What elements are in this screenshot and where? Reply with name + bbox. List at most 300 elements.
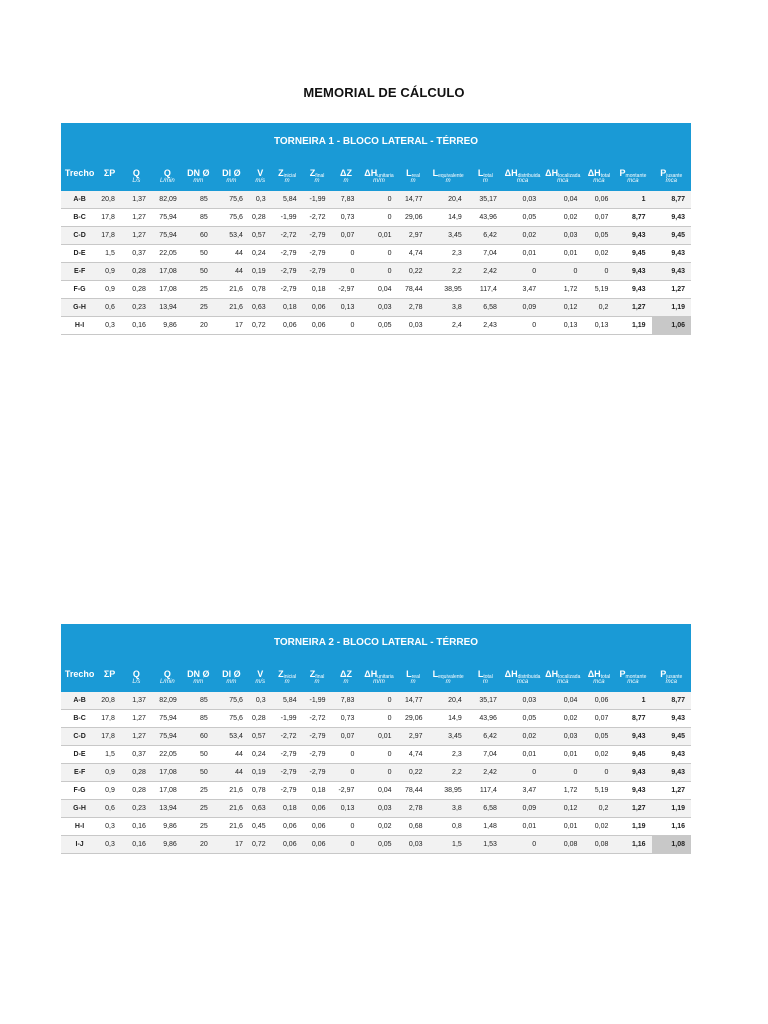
- column-header-label: P: [619, 168, 626, 178]
- value-cell: -2,79: [272, 281, 303, 299]
- value-cell: 0,03: [503, 692, 542, 710]
- column-header: [398, 160, 429, 178]
- value-cell: 0,09: [503, 299, 542, 317]
- value-cell: 7,83: [332, 191, 361, 209]
- value-cell: 0,8: [429, 818, 468, 836]
- value-cell: 0,06: [303, 299, 332, 317]
- value-cell: 0,3: [249, 692, 272, 710]
- trecho-cell: E-F: [61, 263, 98, 281]
- value-cell: 0,06: [303, 836, 332, 854]
- column-header-subscript: total: [600, 674, 611, 680]
- table-row: [61, 263, 691, 281]
- value-cell: 0,13: [583, 317, 614, 335]
- value-cell: 0,02: [360, 818, 397, 836]
- value-cell: 9,43: [652, 764, 691, 782]
- value-cell: 2,42: [468, 764, 503, 782]
- value-cell: 1,19: [614, 317, 651, 335]
- value-cell: 0,9: [98, 263, 121, 281]
- calc-table-grid: [61, 160, 691, 335]
- column-header-label: ΔZ: [339, 669, 352, 679]
- value-cell: 0,03: [398, 836, 429, 854]
- column-unit: mca: [583, 679, 614, 692]
- column-header: [152, 160, 183, 178]
- value-cell: 9,43: [614, 281, 651, 299]
- value-cell: 8,77: [652, 692, 691, 710]
- value-cell: 0,72: [249, 836, 272, 854]
- trecho-cell: B-C: [61, 710, 98, 728]
- value-cell: 9,43: [652, 263, 691, 281]
- column-header-subscript: jusante: [666, 674, 683, 680]
- column-unit: m: [272, 679, 303, 692]
- value-cell: 1,72: [542, 782, 583, 800]
- value-cell: 0,03: [503, 191, 542, 209]
- value-cell: 0,28: [121, 764, 152, 782]
- column-header-subscript: equivalente: [438, 173, 464, 179]
- column-header-label: L: [406, 669, 412, 679]
- value-cell: 0: [503, 836, 542, 854]
- value-cell: 0,07: [332, 227, 361, 245]
- column-header-subscript: total: [483, 674, 493, 680]
- trecho-cell: C-D: [61, 227, 98, 245]
- value-cell: 21,6: [214, 281, 249, 299]
- value-cell: 0,05: [583, 227, 614, 245]
- column-header: [183, 160, 214, 178]
- value-cell: 0,22: [398, 263, 429, 281]
- value-cell: 5,19: [583, 782, 614, 800]
- value-cell: 0,06: [272, 836, 303, 854]
- value-cell: 75,94: [152, 209, 183, 227]
- value-cell: 1,27: [614, 800, 651, 818]
- value-cell: 0,18: [272, 800, 303, 818]
- table-row: [61, 836, 691, 854]
- value-cell: 5,19: [583, 281, 614, 299]
- value-cell: 0,9: [98, 764, 121, 782]
- value-cell: 17,08: [152, 281, 183, 299]
- table-row: [61, 818, 691, 836]
- value-cell: 43,96: [468, 710, 503, 728]
- value-cell: 20: [183, 836, 214, 854]
- column-header: [583, 160, 614, 178]
- value-cell: 0,12: [542, 800, 583, 818]
- value-cell: 1,19: [652, 299, 691, 317]
- value-cell: 9,45: [614, 245, 651, 263]
- column-unit: m: [272, 178, 303, 191]
- column-header-subscript: inicial: [283, 173, 297, 179]
- value-cell: 78,44: [398, 782, 429, 800]
- column-header-subscript: localizada: [558, 674, 581, 680]
- value-cell: 0: [360, 209, 397, 227]
- value-cell: 17: [214, 836, 249, 854]
- value-cell: 0,18: [303, 782, 332, 800]
- value-cell: 0,05: [503, 710, 542, 728]
- column-header-subscript: jusante: [666, 173, 683, 179]
- value-cell: 82,09: [152, 191, 183, 209]
- column-header-label: Z: [278, 168, 284, 178]
- value-cell: 0: [332, 818, 361, 836]
- column-header-subscript: final: [315, 173, 325, 179]
- column-unit: m: [429, 178, 468, 191]
- value-cell: 0,28: [121, 782, 152, 800]
- column-header: [121, 661, 152, 679]
- value-cell: -2,79: [272, 764, 303, 782]
- value-cell: 0: [503, 317, 542, 335]
- value-cell: 0,19: [249, 263, 272, 281]
- value-cell: 3,45: [429, 728, 468, 746]
- value-cell: 25: [183, 281, 214, 299]
- value-cell: 0: [332, 263, 361, 281]
- value-cell: 0,68: [398, 818, 429, 836]
- value-cell: 5,84: [272, 191, 303, 209]
- value-cell: 0,01: [503, 818, 542, 836]
- value-cell: 3,47: [503, 782, 542, 800]
- value-cell: 44: [214, 263, 249, 281]
- trecho-cell: G-H: [61, 800, 98, 818]
- column-unit: mm: [214, 178, 249, 191]
- value-cell: 0,03: [542, 227, 583, 245]
- value-cell: 0,03: [398, 317, 429, 335]
- value-cell: 7,04: [468, 245, 503, 263]
- value-cell: 17: [214, 317, 249, 335]
- column-unit: [61, 178, 98, 191]
- value-cell: 9,43: [614, 227, 651, 245]
- value-cell: 9,43: [614, 782, 651, 800]
- column-header-subscript: montante: [625, 674, 647, 680]
- value-cell: 2,78: [398, 800, 429, 818]
- column-header-subscript: total: [600, 173, 611, 179]
- value-cell: 0,2: [583, 299, 614, 317]
- column-header-label: V: [257, 669, 264, 679]
- column-unit: mca: [583, 178, 614, 191]
- value-cell: 50: [183, 764, 214, 782]
- value-cell: 5,84: [272, 692, 303, 710]
- column-header: [214, 661, 249, 679]
- value-cell: 0,24: [249, 245, 272, 263]
- value-cell: 0,19: [249, 764, 272, 782]
- value-cell: 117,4: [468, 281, 503, 299]
- value-cell: 0,06: [272, 818, 303, 836]
- value-cell: 75,6: [214, 710, 249, 728]
- column-header-label: DI Ø: [222, 669, 241, 679]
- value-cell: 0,02: [583, 245, 614, 263]
- value-cell: 9,86: [152, 836, 183, 854]
- column-unit: [98, 679, 121, 692]
- value-cell: 1: [614, 692, 651, 710]
- column-header-label: ΔH: [504, 168, 518, 178]
- value-cell: 9,43: [652, 209, 691, 227]
- value-cell: 0,07: [332, 728, 361, 746]
- column-unit: mca: [503, 679, 542, 692]
- column-unit: mca: [614, 178, 651, 191]
- column-header: [429, 160, 468, 178]
- value-cell: 85: [183, 191, 214, 209]
- value-cell: 0,3: [98, 836, 121, 854]
- column-header-subscript: unitaria: [377, 674, 394, 680]
- table-title: TORNEIRA 2 - BLOCO LATERAL - TÉRREO: [61, 624, 691, 661]
- column-header: [98, 160, 121, 178]
- value-cell: 0,45: [249, 818, 272, 836]
- value-cell: 75,94: [152, 710, 183, 728]
- value-cell: -2,97: [332, 281, 361, 299]
- value-cell: 0,73: [332, 710, 361, 728]
- column-header-subscript: final: [315, 674, 325, 680]
- value-cell: 75,6: [214, 692, 249, 710]
- table-row: [61, 782, 691, 800]
- column-header: [61, 160, 98, 178]
- value-cell: 9,43: [614, 728, 651, 746]
- value-cell: 38,95: [429, 281, 468, 299]
- value-cell: 0,57: [249, 227, 272, 245]
- trecho-cell: F-G: [61, 782, 98, 800]
- value-cell: 9,45: [614, 746, 651, 764]
- value-cell: 14,9: [429, 710, 468, 728]
- column-unit: m: [398, 178, 429, 191]
- value-cell: 0: [332, 836, 361, 854]
- column-header-subscript: equivalente: [438, 674, 464, 680]
- column-header-label: P: [619, 669, 626, 679]
- value-cell: 50: [183, 746, 214, 764]
- table-row: [61, 710, 691, 728]
- value-cell: 0,06: [583, 191, 614, 209]
- value-cell: 1: [614, 191, 651, 209]
- value-cell: 1,27: [652, 281, 691, 299]
- column-header-subscript: inicial: [283, 674, 297, 680]
- column-header-subscript: localizada: [558, 173, 581, 179]
- document-title: MEMORIAL DE CÁLCULO: [303, 85, 465, 100]
- trecho-cell: D-E: [61, 746, 98, 764]
- column-unit: m: [303, 679, 332, 692]
- value-cell: 0,63: [249, 800, 272, 818]
- value-cell: 0,01: [503, 245, 542, 263]
- trecho-cell: H-I: [61, 317, 98, 335]
- column-header: [214, 160, 249, 178]
- column-header-label: DI Ø: [222, 168, 241, 178]
- value-cell: 0: [360, 191, 397, 209]
- value-cell: 0: [360, 245, 397, 263]
- value-cell: 9,43: [614, 764, 651, 782]
- value-cell: 53,4: [214, 227, 249, 245]
- value-cell: 2,4: [429, 317, 468, 335]
- column-unit: mca: [503, 178, 542, 191]
- value-cell: 14,77: [398, 191, 429, 209]
- value-cell: 2,3: [429, 746, 468, 764]
- value-cell: 0,3: [249, 191, 272, 209]
- value-cell: -1,99: [272, 710, 303, 728]
- column-unit: m: [398, 679, 429, 692]
- value-cell: 4,74: [398, 746, 429, 764]
- value-cell: 1,19: [652, 800, 691, 818]
- value-cell: -2,72: [303, 209, 332, 227]
- value-cell: 20,8: [98, 692, 121, 710]
- value-cell: 9,43: [652, 710, 691, 728]
- table-row: [61, 728, 691, 746]
- value-cell: 60: [183, 227, 214, 245]
- value-cell: 20,4: [429, 692, 468, 710]
- column-unit: L/s: [121, 178, 152, 191]
- value-cell: -2,79: [303, 263, 332, 281]
- value-cell: 0,22: [398, 764, 429, 782]
- value-cell: 7,83: [332, 692, 361, 710]
- value-cell: 9,45: [652, 227, 691, 245]
- value-cell: 0,13: [542, 317, 583, 335]
- column-header: [332, 160, 361, 178]
- column-header-label: Z: [309, 669, 316, 679]
- column-header-label: ΔH: [364, 168, 378, 178]
- value-cell: 3,8: [429, 800, 468, 818]
- value-cell: 0,01: [503, 746, 542, 764]
- value-cell: 29,06: [398, 209, 429, 227]
- column-header-label: Z: [309, 168, 316, 178]
- value-cell: 17,8: [98, 227, 121, 245]
- table-title: TORNEIRA 1 - BLOCO LATERAL - TÉRREO: [61, 123, 691, 160]
- column-header: [152, 661, 183, 679]
- value-cell: -2,79: [303, 227, 332, 245]
- value-cell: 22,05: [152, 746, 183, 764]
- value-cell: 17,8: [98, 710, 121, 728]
- value-cell: 0,08: [542, 836, 583, 854]
- value-cell: 0,28: [249, 710, 272, 728]
- table-row: [61, 692, 691, 710]
- trecho-cell: H-I: [61, 818, 98, 836]
- value-cell: 9,43: [652, 245, 691, 263]
- value-cell: 0: [332, 746, 361, 764]
- value-cell: 0,23: [121, 800, 152, 818]
- value-cell: 0,05: [583, 728, 614, 746]
- value-cell: 75,6: [214, 209, 249, 227]
- value-cell: 2,3: [429, 245, 468, 263]
- value-cell: 1,37: [121, 191, 152, 209]
- value-cell: 2,2: [429, 263, 468, 281]
- column-header: [98, 661, 121, 679]
- value-cell: 2,97: [398, 227, 429, 245]
- value-cell: 2,43: [468, 317, 503, 335]
- value-cell: 0: [583, 263, 614, 281]
- column-unit: m: [468, 178, 503, 191]
- column-header-label: ΔH: [587, 168, 601, 178]
- table-row: [61, 317, 691, 335]
- column-header-subscript: real: [411, 173, 420, 179]
- value-cell: 85: [183, 692, 214, 710]
- value-cell: 85: [183, 710, 214, 728]
- value-cell: 44: [214, 764, 249, 782]
- value-cell: 0,72: [249, 317, 272, 335]
- column-header-label: L: [477, 669, 484, 679]
- value-cell: 0,16: [121, 818, 152, 836]
- value-cell: -1,99: [303, 692, 332, 710]
- column-header: [249, 661, 272, 679]
- value-cell: 0,03: [360, 299, 397, 317]
- value-cell: 44: [214, 746, 249, 764]
- value-cell: -2,72: [272, 728, 303, 746]
- value-cell: 0,02: [542, 710, 583, 728]
- value-cell: 0,3: [98, 317, 121, 335]
- table-row: [61, 191, 691, 209]
- column-header: [652, 160, 691, 178]
- column-unit: m/s: [249, 178, 272, 191]
- value-cell: -2,79: [272, 245, 303, 263]
- value-cell: 0,9: [98, 281, 121, 299]
- column-header: [614, 160, 651, 178]
- value-cell: 0,02: [503, 728, 542, 746]
- value-cell: 0,2: [583, 800, 614, 818]
- column-header: [183, 661, 214, 679]
- column-header: [272, 661, 303, 679]
- column-header-label: Trecho: [64, 168, 95, 178]
- column-unit: m/s: [249, 679, 272, 692]
- value-cell: -1,99: [303, 191, 332, 209]
- column-header-label: Q: [132, 168, 140, 178]
- column-unit: mm: [183, 178, 214, 191]
- value-cell: 6,58: [468, 299, 503, 317]
- column-header-label: P: [660, 168, 667, 178]
- header-row: [61, 160, 691, 178]
- value-cell: 0,01: [542, 746, 583, 764]
- column-unit: mm: [214, 679, 249, 692]
- value-cell: 0,23: [121, 299, 152, 317]
- table-row: [61, 299, 691, 317]
- value-cell: 0,02: [583, 746, 614, 764]
- table-row: [61, 209, 691, 227]
- value-cell: 0,37: [121, 746, 152, 764]
- value-cell: 1,08: [652, 836, 691, 854]
- table-row: [61, 764, 691, 782]
- column-header: [503, 160, 542, 178]
- value-cell: 0,28: [121, 281, 152, 299]
- value-cell: 1,27: [121, 728, 152, 746]
- value-cell: 0: [503, 764, 542, 782]
- column-unit: mca: [542, 178, 583, 191]
- value-cell: 1,16: [652, 818, 691, 836]
- column-header: [542, 160, 583, 178]
- column-unit: m: [332, 178, 361, 191]
- column-header-label: L: [477, 168, 484, 178]
- column-unit: mca: [652, 679, 691, 692]
- value-cell: 0,18: [303, 281, 332, 299]
- value-cell: -1,99: [272, 209, 303, 227]
- value-cell: 0,6: [98, 800, 121, 818]
- value-cell: 17,8: [98, 728, 121, 746]
- value-cell: 1,06: [652, 317, 691, 335]
- trecho-cell: F-G: [61, 281, 98, 299]
- value-cell: 20: [183, 317, 214, 335]
- value-cell: 0,57: [249, 728, 272, 746]
- column-header-subscript: real: [411, 674, 420, 680]
- column-unit: L/s: [121, 679, 152, 692]
- trecho-cell: E-F: [61, 764, 98, 782]
- value-cell: 21,6: [214, 818, 249, 836]
- value-cell: 0: [332, 764, 361, 782]
- column-header: [583, 661, 614, 679]
- column-header-label: DN Ø: [187, 669, 210, 679]
- value-cell: 0,3: [98, 818, 121, 836]
- value-cell: -2,79: [303, 728, 332, 746]
- table-row: [61, 245, 691, 263]
- value-cell: 1,16: [614, 836, 651, 854]
- value-cell: 2,78: [398, 299, 429, 317]
- value-cell: 1,5: [98, 746, 121, 764]
- column-header: [468, 661, 503, 679]
- value-cell: 9,86: [152, 818, 183, 836]
- value-cell: 0,04: [542, 191, 583, 209]
- value-cell: 0,02: [503, 227, 542, 245]
- value-cell: 21,6: [214, 800, 249, 818]
- value-cell: 43,96: [468, 209, 503, 227]
- column-header-label: V: [257, 168, 264, 178]
- value-cell: 0,01: [360, 728, 397, 746]
- value-cell: 21,6: [214, 782, 249, 800]
- column-unit: m: [429, 679, 468, 692]
- value-cell: 0,24: [249, 746, 272, 764]
- value-cell: 2,2: [429, 764, 468, 782]
